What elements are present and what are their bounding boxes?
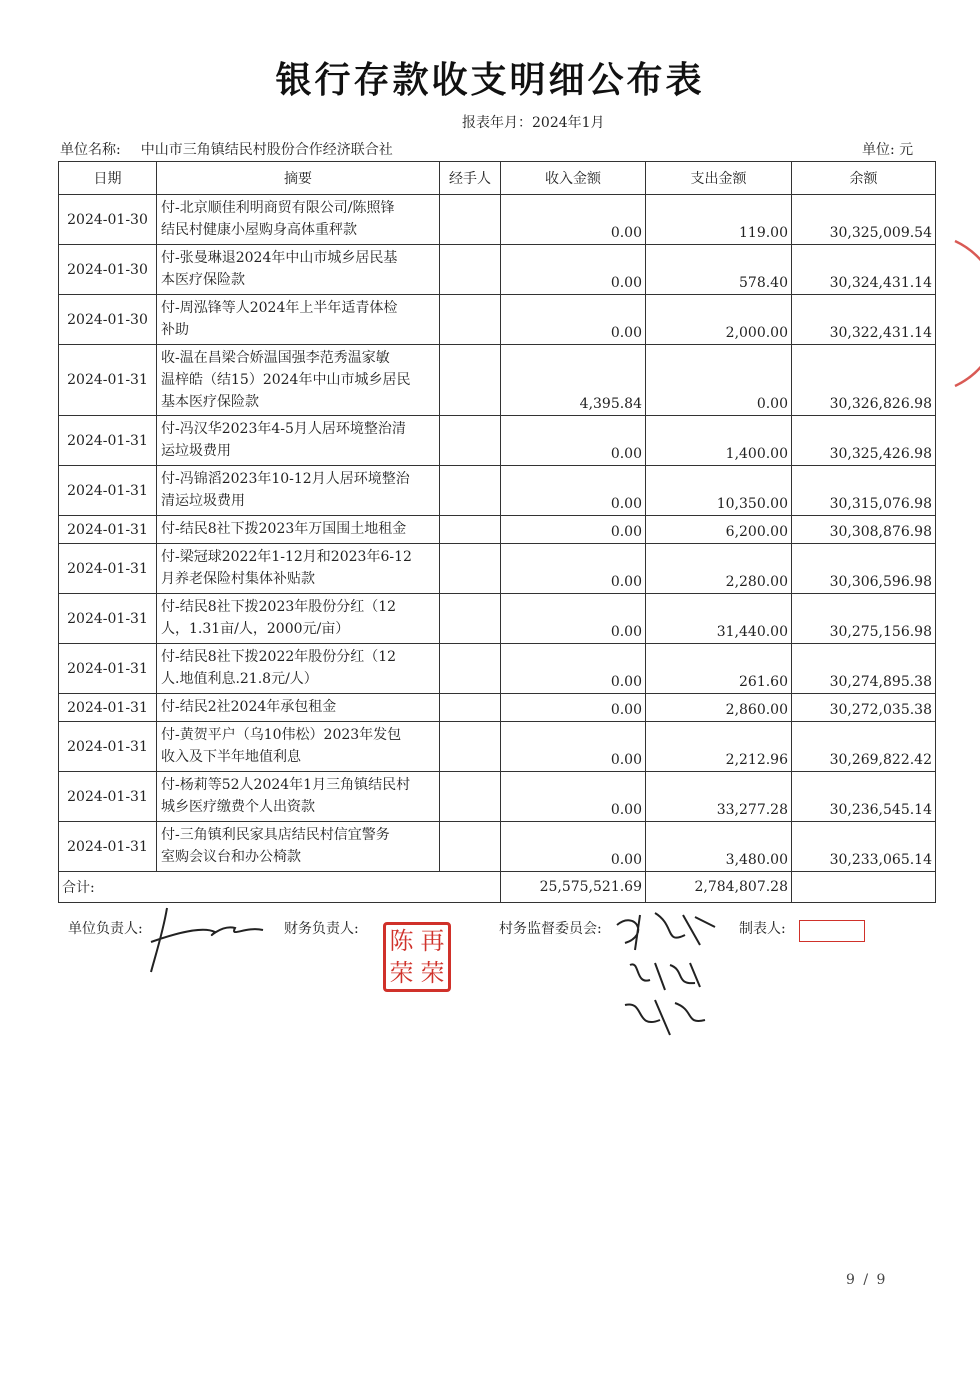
row-balance: 30,322,431.14: [792, 295, 936, 345]
table-row: [59, 594, 936, 644]
col-header-summary: 摘要: [157, 162, 440, 195]
row-expense: 0.00: [646, 345, 792, 416]
unit-name: [60, 139, 393, 159]
row-handler: [440, 644, 501, 694]
row-date: 2024-01-31: [59, 345, 157, 416]
round-seal: [925, 236, 980, 396]
seal-char: 再: [420, 927, 445, 955]
summary-line: 付-结民8社下拨2023年股份分红（12: [161, 599, 397, 615]
row-date: 2024-01-31: [59, 694, 157, 722]
summary-line: 付-北京顺佳利明商贸有限公司/陈照锋: [161, 200, 395, 216]
row-income: 0.00: [501, 722, 646, 772]
seal-char: 荣: [420, 959, 445, 987]
row-date: 2024-01-31: [59, 644, 157, 694]
row-expense: 31,440.00: [646, 594, 792, 644]
row-handler: [440, 772, 501, 822]
table-row: [59, 345, 936, 416]
table-row: [59, 644, 936, 694]
row-income: 0.00: [501, 466, 646, 516]
summary-line: 清运垃圾费用: [161, 493, 245, 509]
row-balance: 30,326,826.98: [792, 345, 936, 416]
table-header-row: [59, 162, 936, 195]
row-handler: [440, 245, 501, 295]
table-row: [59, 195, 936, 245]
row-handler: [440, 516, 501, 544]
row-summary: [157, 822, 440, 872]
preparer-seal: [799, 920, 865, 942]
row-income: 0.00: [501, 295, 646, 345]
summary-line: 温梓皓（结15）2024年中山市城乡居民: [161, 372, 411, 388]
row-income: 0.00: [501, 516, 646, 544]
page-title: 银行存款收支明细公布表: [275, 60, 705, 101]
col-header-date: 日期: [59, 162, 157, 195]
row-date: 2024-01-31: [59, 544, 157, 594]
unit-name-label: 单位名称:: [60, 142, 121, 158]
row-income: 0.00: [501, 822, 646, 872]
table-row: [59, 694, 936, 722]
row-balance: 30,269,822.42: [792, 722, 936, 772]
table-row: [59, 544, 936, 594]
row-handler: [440, 345, 501, 416]
row-balance: 30,275,156.98: [792, 594, 936, 644]
row-summary: [157, 594, 440, 644]
total-income: 25,575,521.69: [501, 872, 646, 903]
row-balance: 30,315,076.98: [792, 466, 936, 516]
row-expense: 33,277.28: [646, 772, 792, 822]
summary-line: 付-冯汉华2023年4-5月人居环境整治清: [161, 421, 406, 437]
row-handler: [440, 416, 501, 466]
row-balance: 30,274,895.38: [792, 644, 936, 694]
row-summary: [157, 516, 440, 544]
row-handler: [440, 694, 501, 722]
row-balance: 30,236,545.14: [792, 772, 936, 822]
row-handler: [440, 295, 501, 345]
row-handler: [440, 544, 501, 594]
row-summary: [157, 694, 440, 722]
summary-line: 基本医疗保险款: [161, 394, 259, 410]
row-expense: 261.60: [646, 644, 792, 694]
table-row: [59, 295, 936, 345]
row-summary: [157, 722, 440, 772]
table-row: [59, 466, 936, 516]
row-date: 2024-01-31: [59, 822, 157, 872]
row-date: 2024-01-31: [59, 722, 157, 772]
finance-head-seal: [383, 922, 451, 992]
summary-line: 结民村健康小屋购身高体重秤款: [161, 222, 357, 238]
committee-label: 村务监督委员会:: [499, 921, 602, 937]
row-income: 0.00: [501, 694, 646, 722]
ledger-table: [58, 161, 936, 903]
row-date: 2024-01-30: [59, 295, 157, 345]
row-balance: 30,306,596.98: [792, 544, 936, 594]
row-summary: [157, 644, 440, 694]
ledger-body: [59, 195, 936, 872]
finance-head-label: 财务负责人:: [284, 921, 359, 937]
table-row: [59, 416, 936, 466]
row-summary: [157, 345, 440, 416]
col-header-balance: 余额: [792, 162, 936, 195]
row-handler: [440, 722, 501, 772]
row-income: 0.00: [501, 416, 646, 466]
row-summary: [157, 544, 440, 594]
total-label: 合计:: [59, 872, 501, 903]
row-summary: [157, 466, 440, 516]
seal-char: 陈: [389, 927, 414, 955]
table-row: [59, 822, 936, 872]
summary-line: 月养老保险村集体补贴款: [161, 571, 315, 587]
row-summary: [157, 772, 440, 822]
row-balance: 30,325,009.54: [792, 195, 936, 245]
summary-line: 人.地值利息.21.8元/人）: [161, 671, 318, 687]
unit-head-signature: [145, 902, 270, 977]
summary-line: 付-结民8社下拨2023年万国围土地租金: [161, 521, 407, 537]
summary-line: 付-结民2社2024年承包租金: [161, 699, 337, 715]
row-date: 2024-01-30: [59, 245, 157, 295]
row-balance: 30,233,065.14: [792, 822, 936, 872]
row-expense: 3,480.00: [646, 822, 792, 872]
summary-line: 付-杨莉等52人2024年1月三角镇结民村: [161, 777, 411, 793]
summary-line: 付-冯锦滔2023年10-12月人居环境整治: [161, 471, 410, 487]
table-row: [59, 772, 936, 822]
total-balance: [792, 872, 936, 903]
report-period: 报表年月：2024年1月: [462, 115, 605, 131]
page-number: 9 / 9: [846, 1272, 888, 1288]
summary-line: 运垃圾费用: [161, 443, 231, 459]
summary-line: 付-结民8社下拨2022年股份分红（12: [161, 649, 397, 665]
row-expense: 2,212.96: [646, 722, 792, 772]
summary-line: 城乡医疗缴费个人出资款: [161, 799, 315, 815]
row-balance: 30,324,431.14: [792, 245, 936, 295]
row-summary: [157, 245, 440, 295]
row-date: 2024-01-31: [59, 466, 157, 516]
col-header-handler: 经手人: [440, 162, 501, 195]
row-date: 2024-01-31: [59, 594, 157, 644]
row-income: 0.00: [501, 772, 646, 822]
summary-line: 收入及下半年地值利息: [161, 749, 301, 765]
row-income: 4,395.84: [501, 345, 646, 416]
row-summary: [157, 195, 440, 245]
summary-line: 付-黄贺平户（乌10伟松）2023年发包: [161, 727, 402, 743]
row-income: 0.00: [501, 544, 646, 594]
total-expense: 2,784,807.28: [646, 872, 792, 903]
unit-name-value: 中山市三角镇结民村股份合作经济联合社: [140, 142, 393, 158]
row-income: 0.00: [501, 594, 646, 644]
summary-line: 付-梁冠球2022年1-12月和2023年6-12: [161, 549, 412, 565]
summary-line: 补助: [161, 322, 189, 338]
row-expense: 6,200.00: [646, 516, 792, 544]
preparer-label: 制表人:: [739, 921, 786, 937]
row-date: 2024-01-31: [59, 516, 157, 544]
summary-line: 室购会议台和办公椅款: [161, 849, 301, 865]
row-expense: 2,860.00: [646, 694, 792, 722]
row-income: 0.00: [501, 195, 646, 245]
summary-line: 人，1.31亩/人，2000元/亩）: [161, 621, 350, 637]
row-expense: 2,000.00: [646, 295, 792, 345]
row-summary: [157, 295, 440, 345]
summary-line: 付-周泓锋等人2024年上半年适青体检: [161, 300, 398, 316]
row-income: 0.00: [501, 644, 646, 694]
row-income: 0.00: [501, 245, 646, 295]
table-row: [59, 722, 936, 772]
seal-char: 荣: [389, 959, 414, 987]
row-summary: [157, 416, 440, 466]
row-expense: 1,400.00: [646, 416, 792, 466]
col-header-income: 收入金额: [501, 162, 646, 195]
row-handler: [440, 822, 501, 872]
row-expense: 578.40: [646, 245, 792, 295]
total-row: [59, 872, 936, 903]
row-handler: [440, 466, 501, 516]
row-handler: [440, 594, 501, 644]
summary-line: 付-张曼琳退2024年中山市城乡居民基: [161, 250, 398, 266]
row-expense: 10,350.00: [646, 466, 792, 516]
committee-signatures: [605, 905, 720, 1040]
row-date: 2024-01-31: [59, 772, 157, 822]
summary-line: 本医疗保险款: [161, 272, 245, 288]
table-row: [59, 516, 936, 544]
row-expense: 119.00: [646, 195, 792, 245]
unit-head-label: 单位负责人:: [68, 921, 143, 937]
col-header-expense: 支出金额: [646, 162, 792, 195]
row-expense: 2,280.00: [646, 544, 792, 594]
currency-unit: 单位: 元: [862, 142, 914, 158]
table-row: [59, 245, 936, 295]
row-balance: 30,308,876.98: [792, 516, 936, 544]
row-date: 2024-01-30: [59, 195, 157, 245]
row-balance: 30,272,035.38: [792, 694, 936, 722]
row-handler: [440, 195, 501, 245]
row-balance: 30,325,426.98: [792, 416, 936, 466]
row-date: 2024-01-31: [59, 416, 157, 466]
summary-line: 收-温在昌梁合娇温国强李范秀温家敏: [161, 350, 390, 366]
summary-line: 付-三角镇利民家具店结民村信宜警务: [161, 827, 390, 843]
